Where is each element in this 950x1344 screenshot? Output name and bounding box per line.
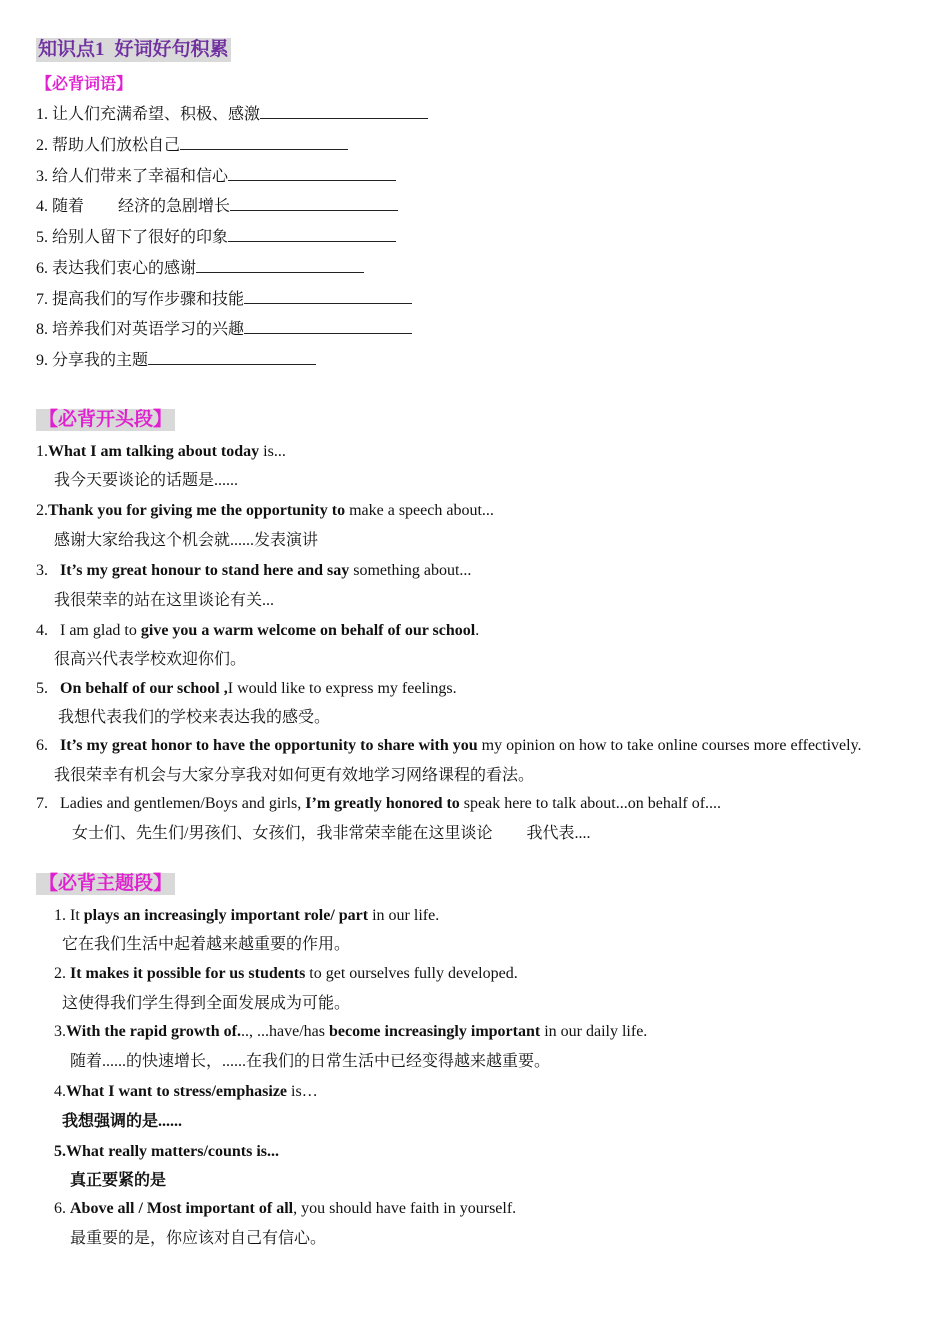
theme-translation: 随着......的快速增长，......在我们的日常生活中已经变得越来越重要。 [70, 1053, 551, 1070]
vocab-item: 7. 提高我们的写作步骤和技能 [36, 289, 412, 310]
opening-item: 1.What I am talking about today is... [36, 443, 286, 460]
answer-blank[interactable] [228, 227, 396, 242]
theme-translation: 我想强调的是...... [62, 1113, 183, 1130]
vocab-item: 6. 表达我们衷心的感谢 [36, 258, 364, 279]
vocab-item: 3. 给人们带来了幸福和信心 [36, 166, 396, 187]
opening-item: 3. It’s my great honour to stand here and say something about... [36, 562, 472, 579]
title-text: 好词好句积累 [114, 39, 229, 60]
theme-translation: 它在我们生活中起着越来越重要的作用。 [62, 936, 351, 953]
opening-item: 5. On behalf of our school ,I would like to express my feelings. [36, 680, 457, 697]
theme-item: 6. Above all / Most important of all, you should have faith in yourself. [54, 1200, 517, 1217]
answer-blank[interactable] [148, 350, 316, 365]
opening-heading: 【必背开头段】 [36, 409, 175, 431]
answer-blank[interactable] [244, 319, 412, 334]
answer-blank[interactable] [244, 289, 412, 304]
vocab-heading: 【必背词语】 [36, 76, 133, 93]
answer-blank[interactable] [196, 258, 364, 273]
vocab-item: 5. 给别人留下了很好的印象 [36, 227, 396, 248]
theme-item: 1. It plays an increasingly important role/ part in our life. [54, 907, 440, 924]
opening-translation: 我想代表我们的学校来表达我的感受。 [58, 709, 331, 726]
opening-translation: 我很荣幸的站在这里谈论有关... [54, 592, 275, 609]
theme-heading: 【必背主题段】 [36, 873, 175, 895]
opening-translation: 很高兴代表学校欢迎你们。 [54, 651, 247, 668]
theme-translation: 真正要紧的是 [70, 1172, 167, 1189]
theme-item: 4.What I want to stress/emphasize is… [54, 1083, 318, 1100]
opening-translation: 我很荣幸有机会与大家分享我对如何更有效地学习网络课程的看法。 [54, 767, 535, 784]
opening-item: 7. Ladies and gentlemen/Boys and girls, I’m greatly honored to speak here to talk about...on behalf of.... [36, 795, 722, 812]
vocab-item: 8. 培养我们对英语学习的兴趣 [36, 319, 412, 340]
title-label: 知识点1 [38, 39, 105, 60]
answer-blank[interactable] [180, 135, 348, 150]
theme-translation: 这使得我们学生得到全面发展成为可能。 [62, 995, 351, 1012]
answer-blank[interactable] [228, 166, 396, 181]
page-title [36, 38, 231, 62]
answer-blank[interactable] [230, 196, 398, 211]
vocab-item: 1. 让人们充满希望、积极、感激 [36, 104, 428, 125]
vocab-item: 2. 帮助人们放松自己 [36, 135, 348, 156]
theme-item: 2. It makes it possible for us students to get ourselves fully developed. [54, 965, 518, 982]
vocab-item: 9. 分享我的主题 [36, 350, 316, 371]
vocab-item: 4. 随着 经济的急剧增长 [36, 196, 398, 217]
opening-item: 6. It’s my great honor to have the opportunity to share with you my opinion on how to take online courses more effectively. [36, 737, 862, 754]
opening-item: 4. I am glad to give you a warm welcome on behalf of our school. [36, 622, 480, 639]
opening-translation: 感谢大家给我这个机会就......发表演讲 [54, 532, 319, 549]
opening-translation: 女士们、先生们/男孩们、女孩们，我非常荣幸能在这里谈论 我代表.... [72, 825, 591, 842]
theme-item: 3.With the rapid growth of..., ...have/has become increasingly important in our daily life. [54, 1023, 648, 1040]
opening-item: 2.Thank you for giving me the opportunity to make a speech about... [36, 502, 494, 519]
answer-blank[interactable] [260, 104, 428, 119]
opening-translation: 我今天要谈论的话题是...... [54, 472, 239, 489]
theme-item: 5.What really matters/counts is... [54, 1143, 280, 1160]
theme-translation: 最重要的是，你应该对自己有信心。 [70, 1230, 327, 1247]
